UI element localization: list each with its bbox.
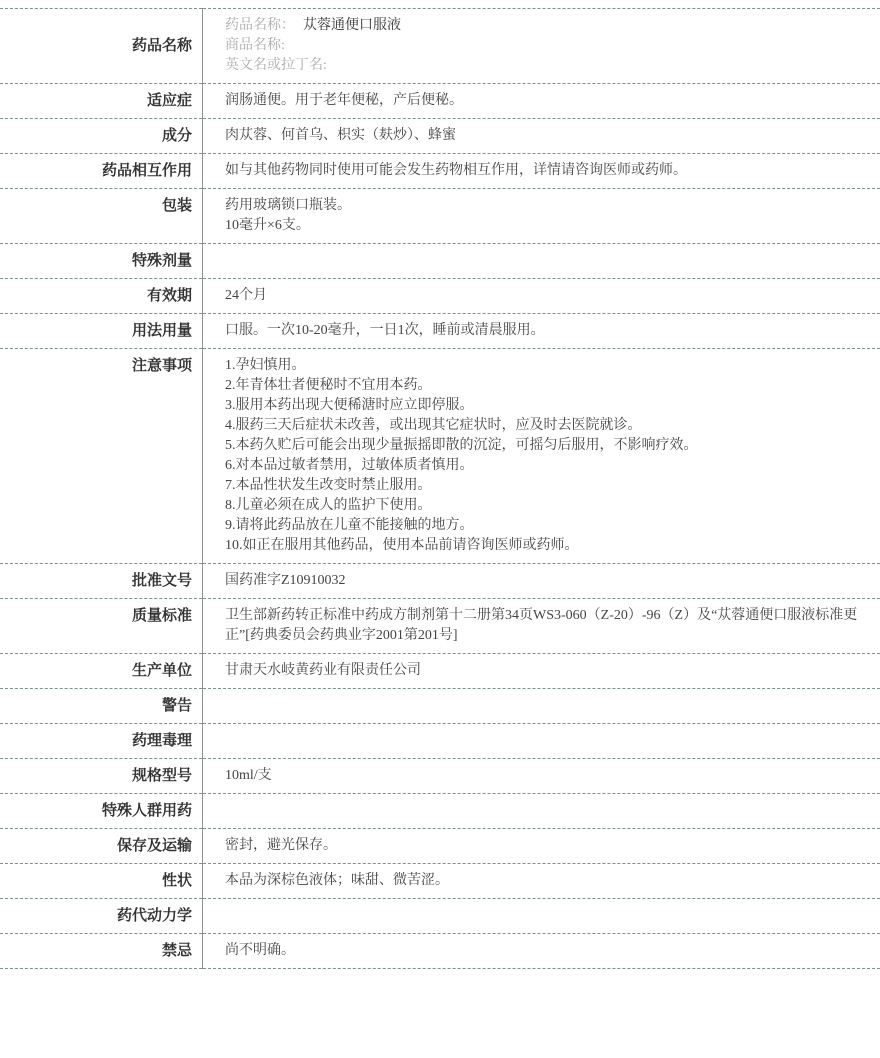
content-line: 甘肃天水岐黄药业有限责任公司	[225, 661, 870, 681]
row-label: 药品名称	[0, 9, 203, 84]
content-line: 密封，避光保存。	[225, 836, 870, 856]
row-label: 药理毒理	[0, 724, 203, 759]
content-line: 6.对本品过敏者禁用，过敏体质者慎用。	[225, 456, 870, 476]
row-content	[203, 9, 880, 84]
table-row	[0, 349, 880, 564]
row-content	[203, 314, 880, 349]
content-line: 口服。一次10-20毫升，一日1次，睡前或清晨服用。	[225, 321, 870, 341]
content-line: 7.本品性状发生改变时禁止服用。	[225, 476, 870, 496]
content-line: 1.孕妇慎用。	[225, 356, 870, 376]
table-row	[0, 899, 880, 934]
row-content	[203, 119, 880, 154]
row-label: 药品相互作用	[0, 154, 203, 189]
content-line: 本品为深棕色液体；味甜、微苦涩。	[225, 871, 870, 891]
row-content	[203, 689, 880, 724]
content-line	[225, 56, 870, 76]
row-content	[203, 564, 880, 599]
row-content	[203, 794, 880, 829]
content-line: 药用玻璃锁口瓶装。	[225, 196, 870, 216]
content-line: 润肠通便。用于老年便秘，产后便秘。	[225, 91, 870, 111]
drug-name-prefix: 药品名称：	[225, 18, 295, 33]
content-line	[225, 16, 870, 36]
table-row	[0, 864, 880, 899]
row-content	[203, 84, 880, 119]
row-label: 适应症	[0, 84, 203, 119]
content-line: 4.服药三天后症状未改善，或出现其它症状时，应及时去医院就诊。	[225, 416, 870, 436]
row-content	[203, 599, 880, 654]
table-row	[0, 934, 880, 969]
row-content	[203, 864, 880, 899]
content-line: 10ml/支	[225, 766, 870, 786]
trade-name-prefix: 商品名称:	[225, 38, 285, 53]
table-row	[0, 759, 880, 794]
row-content	[203, 759, 880, 794]
row-label: 规格型号	[0, 759, 203, 794]
table-row	[0, 564, 880, 599]
row-label: 特殊人群用药	[0, 794, 203, 829]
content-line: 卫生部新药转正标准中药成方制剂第十二册第34页WS3-060（Z-20）-96（Z）及“苁蓉通便口服液标准更正”[药典委员会药典业字2001第201号]	[225, 606, 870, 646]
row-label: 包装	[0, 189, 203, 244]
row-content	[203, 349, 880, 564]
row-label: 药代动力学	[0, 899, 203, 934]
row-label: 生产单位	[0, 654, 203, 689]
content-line: 10毫升×6支。	[225, 216, 870, 236]
table-row	[0, 654, 880, 689]
row-label: 批准文号	[0, 564, 203, 599]
row-content	[203, 279, 880, 314]
table-row	[0, 244, 880, 279]
row-content	[203, 189, 880, 244]
row-content	[203, 829, 880, 864]
content-line: 9.请将此药品放在儿童不能接触的地方。	[225, 516, 870, 536]
row-label: 性状	[0, 864, 203, 899]
table-row	[0, 794, 880, 829]
content-line	[225, 36, 870, 56]
row-content	[203, 934, 880, 969]
content-line: 如与其他药物同时使用可能会发生药物相互作用，详情请咨询医师或药师。	[225, 161, 870, 181]
table-row	[0, 119, 880, 154]
table-row	[0, 279, 880, 314]
content-line: 2.年青体壮者便秘时不宜用本药。	[225, 376, 870, 396]
table-row	[0, 599, 880, 654]
content-line: 24个月	[225, 286, 870, 306]
content-line: 8.儿童必须在成人的监护下使用。	[225, 496, 870, 516]
content-line: 尚不明确。	[225, 941, 870, 961]
table-row	[0, 154, 880, 189]
row-label: 特殊剂量	[0, 244, 203, 279]
latin-name-prefix: 英文名或拉丁名:	[225, 58, 327, 73]
row-label: 成分	[0, 119, 203, 154]
row-label: 质量标准	[0, 599, 203, 654]
content-line: 3.服用本药出现大便稀溏时应立即停服。	[225, 396, 870, 416]
drug-info-table	[0, 8, 880, 969]
table-row	[0, 724, 880, 759]
row-content	[203, 244, 880, 279]
content-line: 5.本药久贮后可能会出现少量振摇即散的沉淀，可摇匀后服用，不影响疗效。	[225, 436, 870, 456]
row-content	[203, 899, 880, 934]
row-label: 用法用量	[0, 314, 203, 349]
content-line: 国药准字Z10910032	[225, 571, 870, 591]
content-line: 肉苁蓉、何首乌、枳实（麸炒）、蜂蜜	[225, 126, 870, 146]
table-row-drug-name	[0, 9, 880, 84]
row-content	[203, 724, 880, 759]
table-row	[0, 189, 880, 244]
row-label: 警告	[0, 689, 203, 724]
table-row	[0, 84, 880, 119]
table-row	[0, 689, 880, 724]
table-row	[0, 829, 880, 864]
row-content	[203, 654, 880, 689]
row-label: 禁忌	[0, 934, 203, 969]
drug-name-value: 苁蓉通便口服液	[303, 18, 401, 33]
content-line: 10.如正在服用其他药品，使用本品前请咨询医师或药师。	[225, 536, 870, 556]
row-label: 注意事项	[0, 349, 203, 564]
table-row	[0, 314, 880, 349]
row-label: 有效期	[0, 279, 203, 314]
row-label: 保存及运输	[0, 829, 203, 864]
row-content	[203, 154, 880, 189]
